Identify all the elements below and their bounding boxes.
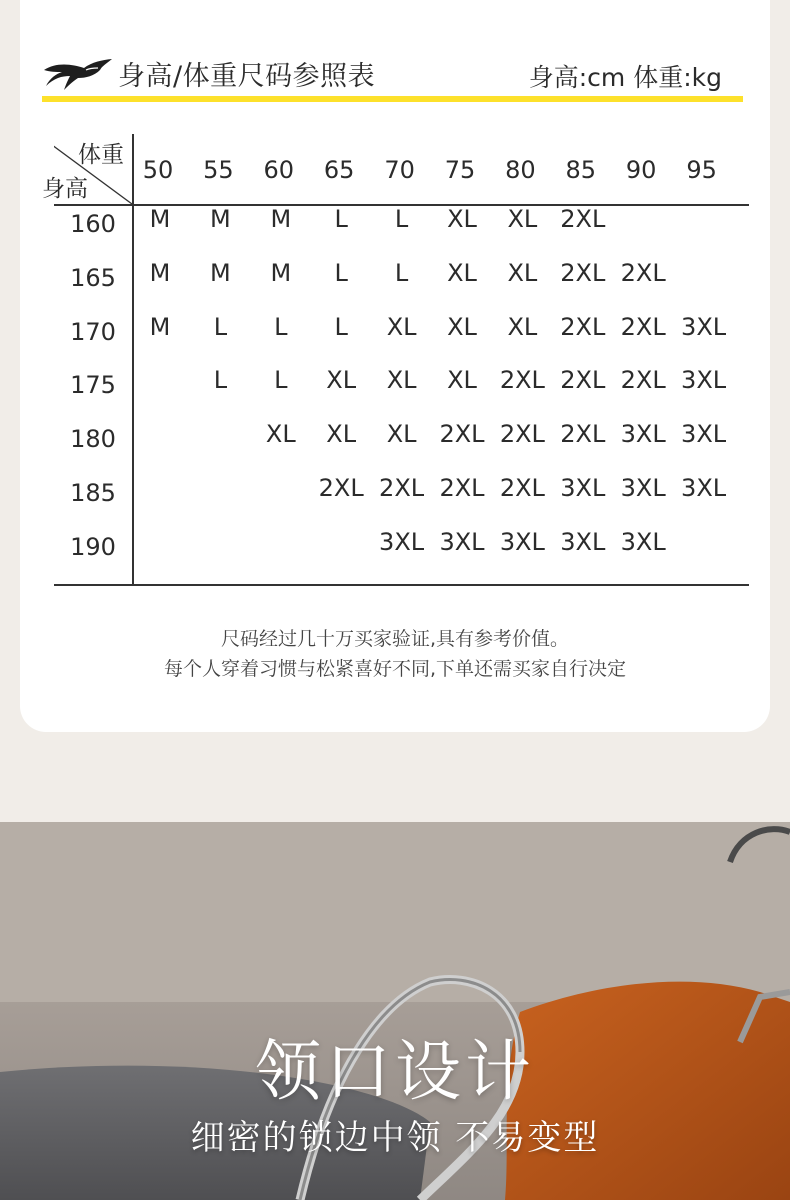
feature-subtitle: 细密的锁边中领 不易变型 — [190, 1118, 600, 1158]
height-row-header: 170 — [70, 317, 116, 346]
units-label: 身高:cm 体重:kg — [528, 63, 722, 92]
size-cell: L — [334, 312, 348, 341]
size-cell: XL — [447, 366, 477, 395]
size-cell: XL — [507, 258, 538, 287]
size-cell: M — [149, 312, 171, 341]
chart-title: 身高/体重尺码参照表 — [118, 61, 376, 92]
size-cell: L — [334, 205, 348, 233]
size-cell: M — [210, 205, 231, 233]
corner-weight-label: 体重 — [78, 142, 124, 168]
note-line-2: 每个人穿着习惯与松紧喜好不同,下单还需买家自行决定 — [163, 658, 627, 680]
size-cell: M — [270, 258, 292, 287]
size-cell: 2XL — [318, 474, 364, 502]
size-cell: 3XL — [681, 312, 727, 341]
size-cell: 3XL — [681, 474, 727, 502]
size-cell: 2XL — [439, 420, 485, 449]
size-cell: 3XL — [681, 366, 727, 395]
size-cell: L — [394, 205, 409, 233]
feature-title: 领口设计 — [255, 1033, 535, 1110]
title-underline — [42, 96, 743, 102]
size-cell: 3XL — [499, 527, 545, 556]
size-cell: L — [334, 258, 348, 287]
size-cell: 3XL — [379, 527, 425, 556]
size-cell: XL — [386, 312, 417, 341]
size-table — [42, 134, 749, 585]
size-cell: XL — [386, 420, 417, 449]
size-chart-card — [20, 0, 770, 732]
note-line-1: 尺码经过几十万买家验证,具有参考价值。 — [220, 628, 570, 650]
weight-col-header: 95 — [686, 156, 717, 184]
size-cell: XL — [326, 420, 357, 449]
collar-design-photo — [0, 822, 790, 1200]
cheetah-logo-icon — [42, 56, 114, 92]
size-cell: XL — [507, 205, 538, 233]
weight-col-header: 60 — [263, 156, 295, 184]
height-row-header: 165 — [70, 263, 116, 292]
weight-col-header: 90 — [625, 156, 657, 184]
table-bottom-line — [54, 584, 749, 586]
size-cell: M — [270, 205, 292, 233]
size-cell: 2XL — [620, 366, 666, 395]
size-cell: M — [149, 258, 171, 287]
size-cell: 2XL — [499, 420, 545, 449]
size-cell: L — [274, 366, 288, 395]
size-cell: XL — [326, 366, 357, 395]
size-cell: L — [213, 312, 228, 341]
size-cell: L — [213, 366, 228, 395]
size-cell: 3XL — [439, 527, 485, 556]
size-cell: 2XL — [560, 366, 606, 395]
height-row-header: 185 — [70, 479, 116, 507]
weight-col-header: 75 — [444, 156, 476, 184]
size-cell: XL — [265, 420, 296, 449]
size-cell: M — [210, 258, 231, 287]
size-cell: 2XL — [499, 474, 545, 502]
size-cell: 2XL — [379, 474, 425, 502]
size-cell: 2XL — [560, 258, 606, 287]
size-cell: M — [149, 205, 171, 233]
size-cell: 2XL — [560, 205, 606, 233]
weight-col-header: 55 — [203, 156, 234, 184]
size-cell: XL — [386, 366, 417, 395]
size-cell: L — [394, 258, 409, 287]
size-cell: 3XL — [560, 527, 606, 556]
size-cell: 3XL — [620, 527, 666, 556]
vertical-divider — [132, 134, 134, 585]
height-row-header: 190 — [70, 532, 116, 561]
weight-col-header: 65 — [323, 156, 355, 184]
weight-col-header: 50 — [142, 156, 174, 184]
height-row-header: 180 — [70, 425, 116, 454]
weight-col-header: 70 — [384, 156, 415, 184]
size-cell: XL — [447, 312, 477, 341]
size-cell: XL — [447, 258, 477, 287]
corner-height-label: 身高 — [42, 176, 88, 202]
size-cell: 2XL — [560, 420, 606, 449]
size-cell: 2XL — [620, 312, 666, 341]
weight-col-header: 85 — [565, 156, 597, 184]
size-cell: 2XL — [620, 258, 666, 287]
size-cell: 2XL — [499, 366, 545, 395]
height-row-header: 160 — [70, 210, 116, 238]
size-cell: 2XL — [560, 312, 606, 341]
size-cell: XL — [507, 312, 538, 341]
size-cell: L — [274, 312, 288, 341]
size-cell: 2XL — [439, 474, 485, 502]
size-cell: 3XL — [620, 474, 666, 502]
size-cell: 3XL — [560, 474, 606, 502]
size-cell: XL — [447, 205, 477, 233]
weight-col-header: 80 — [505, 156, 536, 184]
size-cell: 3XL — [620, 420, 666, 449]
height-row-header: 175 — [70, 371, 116, 400]
size-cell: 3XL — [681, 420, 727, 449]
